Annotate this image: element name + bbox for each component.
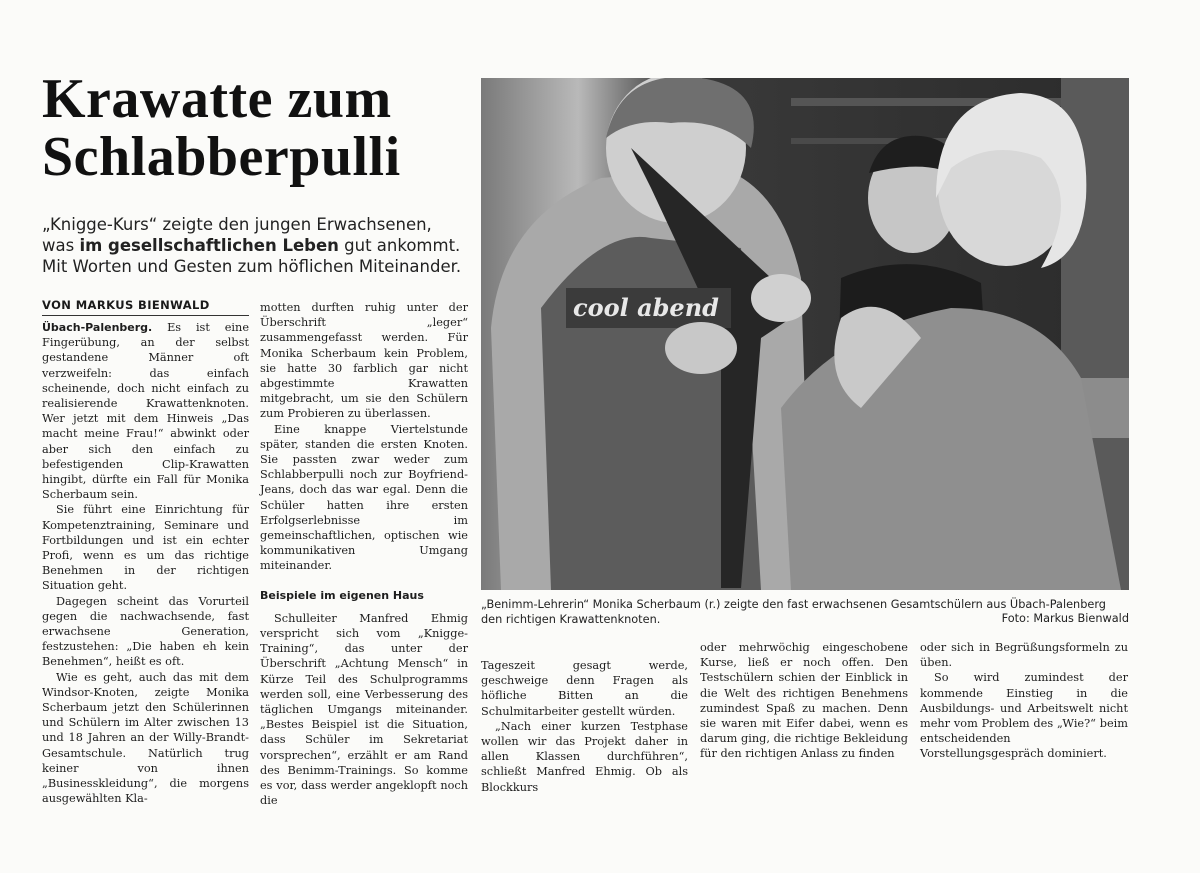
paragraph: oder mehrwöchig eingeschobene Kurse, ließ er noch offen. Den Testschülern schien der Einblick in die Welt des richtigen Benehmens zumindest Spaß zu machen. Denn sie waren mit Eifer dabei, wenn es darum ging, die richtige Bekleidung für den richtigen Anlass zu finden (700, 641, 908, 761)
paragraph: Wie es geht, auch das mit dem Windsor-Knoten, zeigte Monika Scherbaum jetzt den Schülerinnen und Schülern im Alter zwischen 13 und 18 Jahren an der Willy-Brandt-Gesamtschule. Natürlich trug keiner von ihnen „Businesskleidung“, die morgens ausgewählten Kla- (42, 670, 249, 806)
article-photo (481, 78, 1129, 590)
article-headline: Krawatte zum Schlabberpulli (42, 68, 401, 188)
photo-illustration (481, 78, 1129, 590)
paragraph: motten durften ruhig unter der Überschrift „leger“ zusammengefasst werden. Für Monika Scherbaum kein Problem, sie hatte 30 farblich gar nicht abgestimmte Krawatten mitgebracht, um sie den Schülern zum Probieren zu überlassen. (260, 301, 468, 421)
paragraph: Eine knappe Viertelstunde später, standen die ersten Knoten. Sie passten zwar weder zum Schlabberpulli noch zur Boyfriend-Jeans, doch das war egal. Denn die Schüler hatten ihre ersten Erfolgserlebnisse im gemeinschaftlichen, optischen wie kommunikativen Umgang miteinander. (260, 422, 468, 573)
paragraph: Sie führt eine Einrichtung für Kompetenztraining, Seminare und Fortbildungen und ist ein echter Profi, wenn es um das richtige Benehmen in der richtigen Situation geht. (42, 503, 249, 593)
shirt-print: cool abend (573, 293, 719, 322)
subhead-text-1: „Knigge-Kurs“ zeigte den jungen Erwachsenen, was (42, 215, 432, 255)
text-column-5 (920, 640, 1128, 762)
photo-credit: Foto: Markus Bienwald (1001, 612, 1129, 625)
paragraph: Tageszeit gesagt werde, geschweige denn Fragen als höfliche Bitten an die Schulmitarbeiter gestellt würden. (481, 659, 688, 718)
paragraph: Dagegen scheint das Vorurteil gegen die nachwachsende, fast erwachsene Generation, festzustehen: „Die haben eh kein Benehmen“, heißt es oft. (42, 594, 249, 669)
subhead-bold-text: im gesellschaftlichen Leben (79, 236, 339, 255)
paragraph: „Nach einer kurzen Testphase wollen wir das Projekt daher in allen Klassen durchführen“, schließt Manfred Ehmig. Ob als Blockkurs (481, 719, 688, 794)
subhead-text-2: gut ankommt. Mit Worten und Gesten zum höflichen Miteinander. (42, 236, 462, 276)
text-column-2 (260, 300, 468, 809)
text-column-3 (481, 658, 688, 795)
dateline: Übach-Palenberg. (42, 321, 153, 334)
byline: VON MARKUS BIENWALD (42, 298, 249, 316)
paragraph (42, 320, 249, 502)
subheading: Beispiele im eigenen Haus (260, 588, 424, 602)
text-column-4 (700, 640, 908, 762)
photo-caption: „Benimm-Lehrerin“ Monika Scherbaum (r.) zeigte den fast erwachsenen Gesamtschülern aus Übach-Palenberg den richtigen Krawattenknoten. (481, 598, 1106, 626)
text-column-1 (42, 320, 249, 807)
article-subhead (42, 214, 467, 277)
paragraph: So wird zumindest der kommende Einstieg in die Ausbildungs- und Arbeitswelt nicht mehr vom Problem des „Wie?“ beim entscheidenden Vorstellungsgespräch dominiert. (920, 671, 1128, 761)
paragraph: oder sich in Begrüßungsformeln zu üben. (920, 641, 1128, 670)
paragraph-text: Es ist eine Fingerübung, an der selbst gestandene Männer oft verzweifeln: das einfach scheinende, doch nicht einfach zu realisierende Krawattenknoten. Wer jetzt mit dem Hinweis „Das macht meine Frau!“ abwinkt oder aber sich den einfach zu befestigenden Clip-Krawatten hingibt, dürfte ein Fall für Monika Scherbaum sein. (42, 321, 249, 502)
paragraph: Schulleiter Manfred Ehmig verspricht sich vom „Knigge-Training“, das unter der Überschrift „Achtung Mensch“ in Kürze Teil des Schulprogramms werden soll, eine Verbesserung des täglichen Umgangs miteinander. „Bestes Beispiel ist die Situation, dass Schüler im Sekretariat vorsprechen“, erzählt er am Rand des Benimm-Trainings. So komme es vor, dass werder angeklopft noch die (260, 611, 468, 808)
